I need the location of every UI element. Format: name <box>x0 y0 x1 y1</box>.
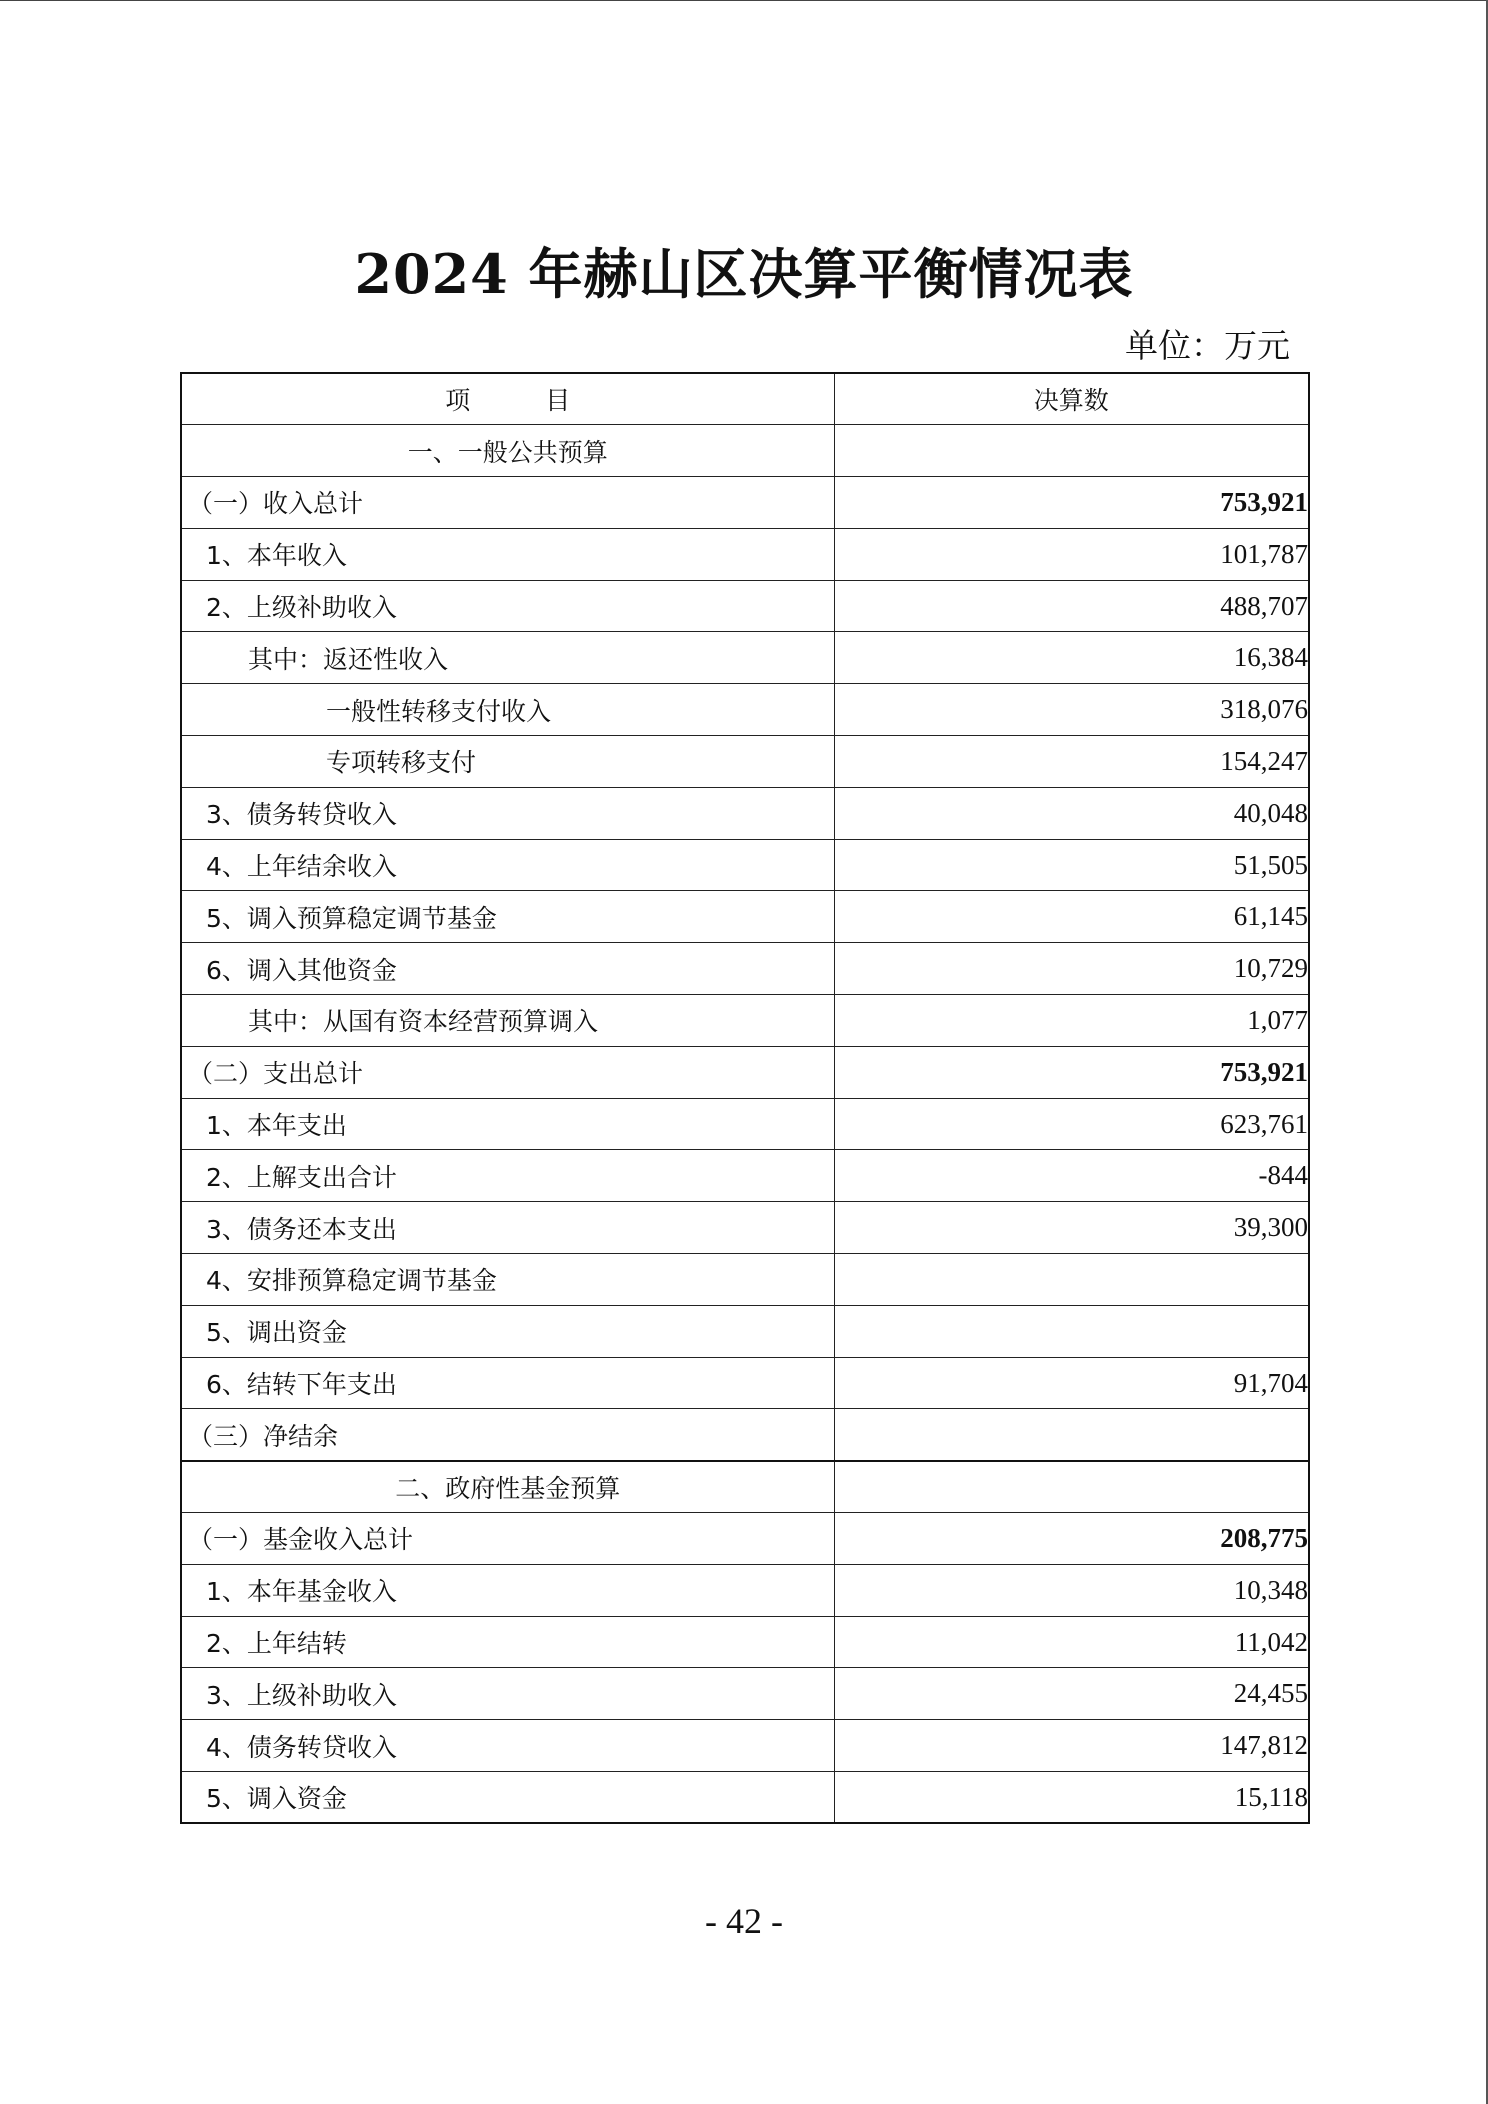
row-item-label: 1、本年收入 <box>181 528 834 580</box>
row-amount: -844 <box>834 1150 1309 1202</box>
balance-table <box>180 372 1310 1824</box>
row-item-label: （一）基金收入总计 <box>181 1513 834 1565</box>
row-item-label: 专项转移支付 <box>181 736 834 788</box>
row-item-label: 1、本年基金收入 <box>181 1564 834 1616</box>
row-item-label: 3、债务还本支出 <box>181 1202 834 1254</box>
row-item-label: （三）净结余 <box>181 1409 834 1461</box>
row-item-label: （二）支出总计 <box>181 1046 834 1098</box>
table-row <box>181 528 1309 580</box>
row-item-label: 2、上解支出合计 <box>181 1150 834 1202</box>
row-amount <box>834 425 1309 477</box>
table-row <box>181 1409 1309 1461</box>
table-row <box>181 1772 1309 1824</box>
row-amount: 1,077 <box>834 995 1309 1047</box>
table-row <box>181 580 1309 632</box>
row-item-label: 6、调入其他资金 <box>181 943 834 995</box>
table-row <box>181 1202 1309 1254</box>
table-row <box>181 1254 1309 1306</box>
header-item: 项 目 <box>181 373 834 425</box>
row-amount: 51,505 <box>834 839 1309 891</box>
row-item-label: 1、本年支出 <box>181 1098 834 1150</box>
row-amount: 16,384 <box>834 632 1309 684</box>
row-amount <box>834 1305 1309 1357</box>
row-amount <box>834 1461 1309 1513</box>
row-item-label: 5、调出资金 <box>181 1305 834 1357</box>
row-amount: 11,042 <box>834 1616 1309 1668</box>
unit-label: 单位：万元 <box>1125 326 1290 365</box>
table-row <box>181 1668 1309 1720</box>
table-row <box>181 891 1309 943</box>
page-number: - 42 - <box>705 1901 783 1941</box>
table-header-row <box>181 373 1309 425</box>
row-amount: 15,118 <box>834 1772 1309 1824</box>
table-row <box>181 1720 1309 1772</box>
table-row <box>181 1098 1309 1150</box>
row-item-label: 4、上年结余收入 <box>181 839 834 891</box>
table-row <box>181 1616 1309 1668</box>
page-title: 2024 年赫山区决算平衡情况表 <box>354 242 1134 306</box>
row-amount: 753,921 <box>834 1046 1309 1098</box>
table-row <box>181 1564 1309 1616</box>
table-row <box>181 1046 1309 1098</box>
row-amount: 101,787 <box>834 528 1309 580</box>
row-amount: 208,775 <box>834 1513 1309 1565</box>
row-item-label: 6、结转下年支出 <box>181 1357 834 1409</box>
table-row <box>181 839 1309 891</box>
table-row <box>181 995 1309 1047</box>
row-item-label: 4、安排预算稳定调节基金 <box>181 1254 834 1306</box>
row-amount: 488,707 <box>834 580 1309 632</box>
row-item-label: 4、债务转贷收入 <box>181 1720 834 1772</box>
table-row <box>181 1357 1309 1409</box>
row-amount: 623,761 <box>834 1098 1309 1150</box>
table-row <box>181 684 1309 736</box>
row-item-label: 其中：从国有资本经营预算调入 <box>181 995 834 1047</box>
section-row <box>181 425 1309 477</box>
row-item-label: 3、债务转贷收入 <box>181 787 834 839</box>
row-item-label: 2、上级补助收入 <box>181 580 834 632</box>
row-item-label: （一）收入总计 <box>181 477 834 529</box>
row-item-label: 2、上年结转 <box>181 1616 834 1668</box>
header-amount: 决算数 <box>834 373 1309 425</box>
row-amount: 147,812 <box>834 1720 1309 1772</box>
table-row <box>181 787 1309 839</box>
row-amount: 10,348 <box>834 1564 1309 1616</box>
row-amount <box>834 1409 1309 1461</box>
row-amount <box>834 1254 1309 1306</box>
table-row <box>181 943 1309 995</box>
table-row <box>181 632 1309 684</box>
table-row <box>181 736 1309 788</box>
row-item-label: 3、上级补助收入 <box>181 1668 834 1720</box>
page-top-border <box>0 0 1488 1</box>
section-row <box>181 1461 1309 1513</box>
table-row <box>181 1150 1309 1202</box>
row-item-label: 5、调入资金 <box>181 1772 834 1824</box>
row-item-label: 5、调入预算稳定调节基金 <box>181 891 834 943</box>
table-row <box>181 477 1309 529</box>
row-amount: 154,247 <box>834 736 1309 788</box>
row-amount: 24,455 <box>834 1668 1309 1720</box>
row-amount: 61,145 <box>834 891 1309 943</box>
row-amount: 91,704 <box>834 1357 1309 1409</box>
table-body <box>181 425 1309 1824</box>
table-row <box>181 1305 1309 1357</box>
row-amount: 39,300 <box>834 1202 1309 1254</box>
table-row <box>181 1513 1309 1565</box>
row-item-label: 一般性转移支付收入 <box>181 684 834 736</box>
row-amount: 318,076 <box>834 684 1309 736</box>
row-amount: 40,048 <box>834 787 1309 839</box>
row-amount: 753,921 <box>834 477 1309 529</box>
row-item-label: 一、一般公共预算 <box>181 425 834 477</box>
row-amount: 10,729 <box>834 943 1309 995</box>
row-item-label: 二、政府性基金预算 <box>181 1461 834 1513</box>
row-item-label: 其中：返还性收入 <box>181 632 834 684</box>
